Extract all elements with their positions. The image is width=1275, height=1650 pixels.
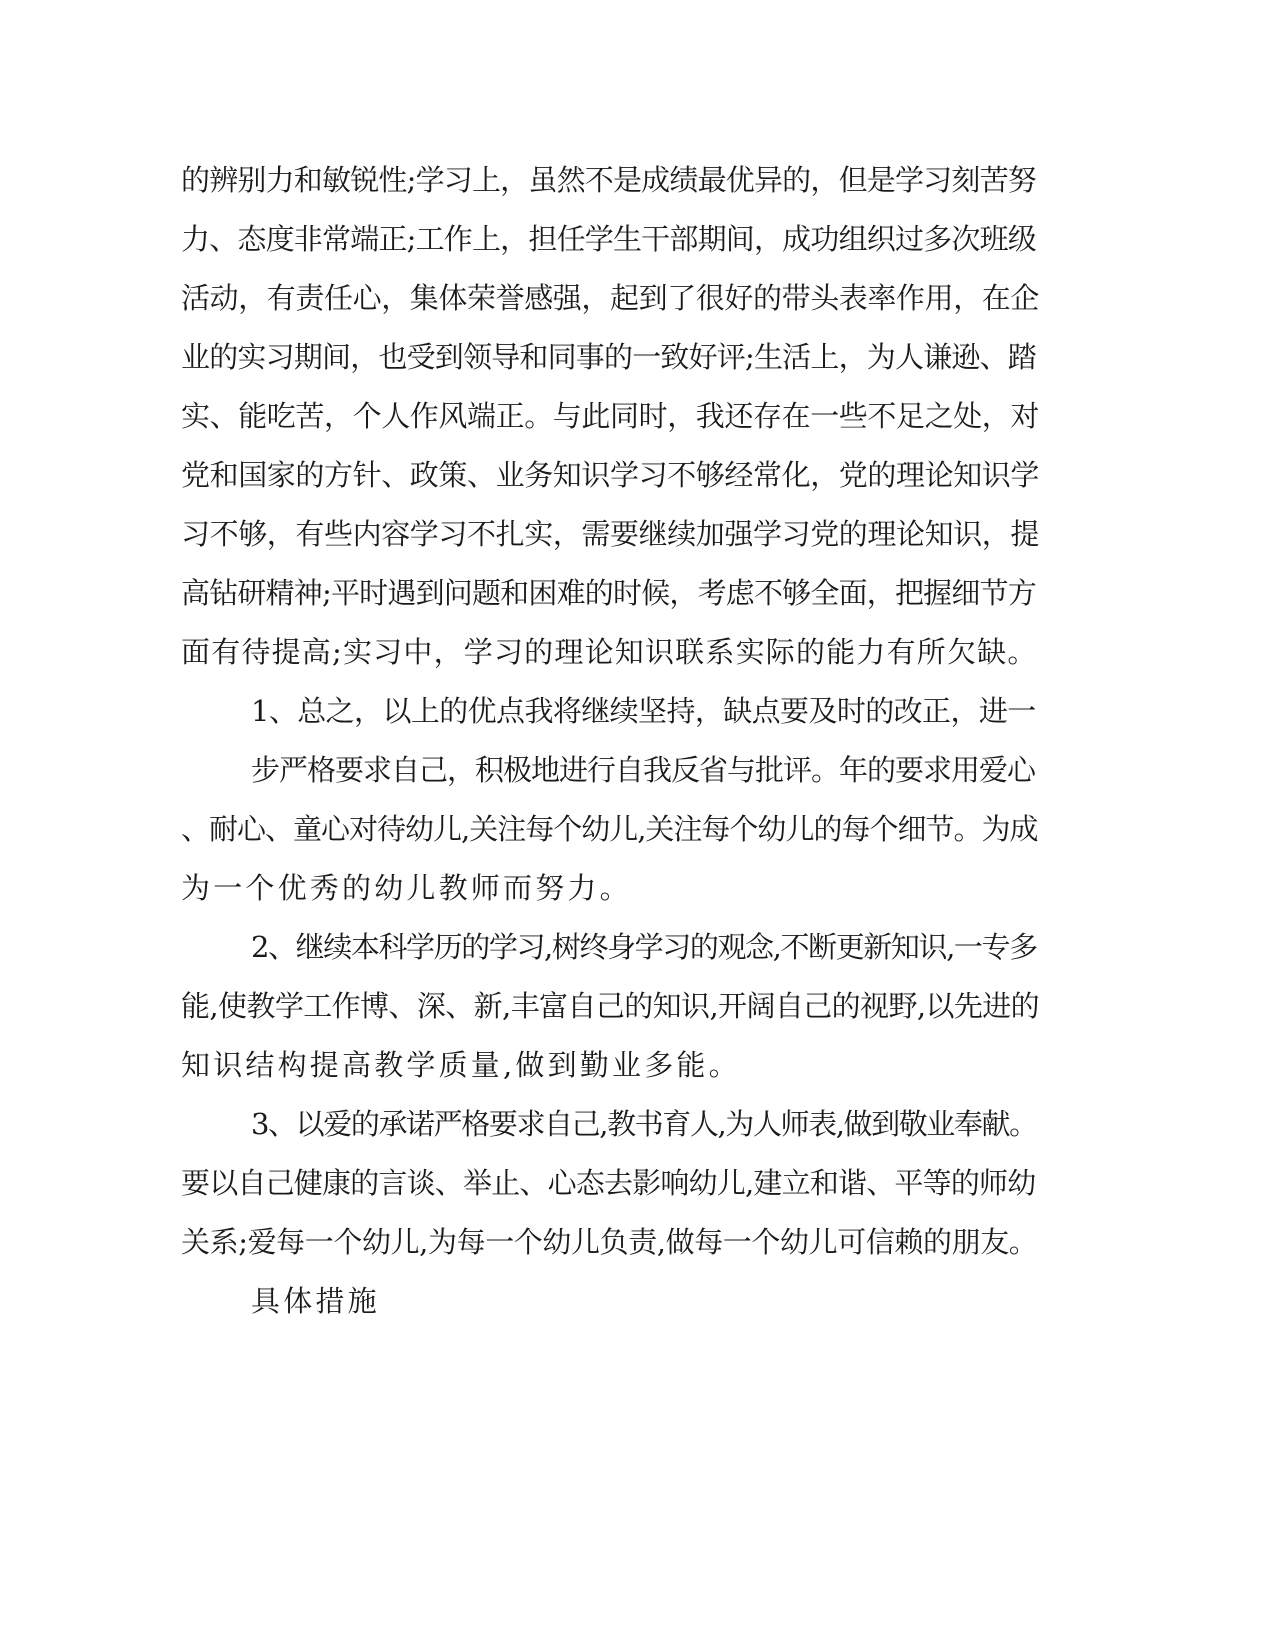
numbered-paragraph-1: 1、总之，以上的优点我将继续坚持，缺点要及时的改正，进一	[251, 694, 1036, 728]
text-line: 要以自己健康的言谈、举止、心态去影响幼儿,建立和谐、平等的师幼	[181, 1166, 1036, 1200]
numbered-paragraph-3: 3、以爱的承诺严格要求自己,教书育人,为人师表,做到敬业奉献。	[251, 1107, 1037, 1141]
text-line: 的辨别力和敏锐性;学习上，虽然不是成绩最优异的，但是学习刻苦努	[181, 163, 1036, 197]
text-line: 习不够，有些内容学习不扎实，需要继续加强学习党的理论知识，提	[181, 517, 1040, 551]
text-line: 步严格要求自己，积极地进行自我反省与批评。年的要求用爱心	[251, 753, 1036, 787]
text-line: 为一个优秀的幼儿教师而努力。	[181, 871, 632, 905]
text-line: 力、态度非常端正;工作上，担任学生干部期间，成功组织过多次班级	[181, 222, 1036, 256]
text-line: 活动，有责任心，集体荣誉感强，起到了很好的带头表率作用，在企	[181, 281, 1040, 315]
section-heading: 具体措施	[251, 1284, 380, 1318]
text-line: 能,使教学工作博、深、新,丰富自己的知识,开阔自己的视野,以先进的	[181, 989, 1040, 1023]
text-line: 、耐心、童心对待幼儿,关注每个幼儿,关注每个幼儿的每个细节。为成	[181, 812, 1038, 846]
text-line: 关系;爱每一个幼儿,为每一个幼儿负责,做每一个幼儿可信赖的朋友。	[181, 1225, 1038, 1259]
text-line: 党和国家的方针、政策、业务知识学习不够经常化，党的理论知识学	[181, 458, 1040, 492]
text-line: 面有待提高;实习中，学习的理论知识联系实际的能力有所欠缺。	[181, 635, 1038, 669]
numbered-paragraph-2: 2、继续本科学历的学习,树终身学习的观念,不断更新知识,一专多	[251, 930, 1037, 964]
text-line: 业的实习期间，也受到领导和同事的一致好评;生活上，为人谦逊、踏	[181, 340, 1036, 374]
text-line: 知识结构提高教学质量,做到勤业多能。	[181, 1048, 741, 1082]
text-line: 实、能吃苦，个人作风端正。与此同时，我还存在一些不足之处，对	[181, 399, 1040, 433]
text-line: 高钻研精神;平时遇到问题和困难的时候，考虑不够全面，把握细节方	[181, 576, 1036, 610]
